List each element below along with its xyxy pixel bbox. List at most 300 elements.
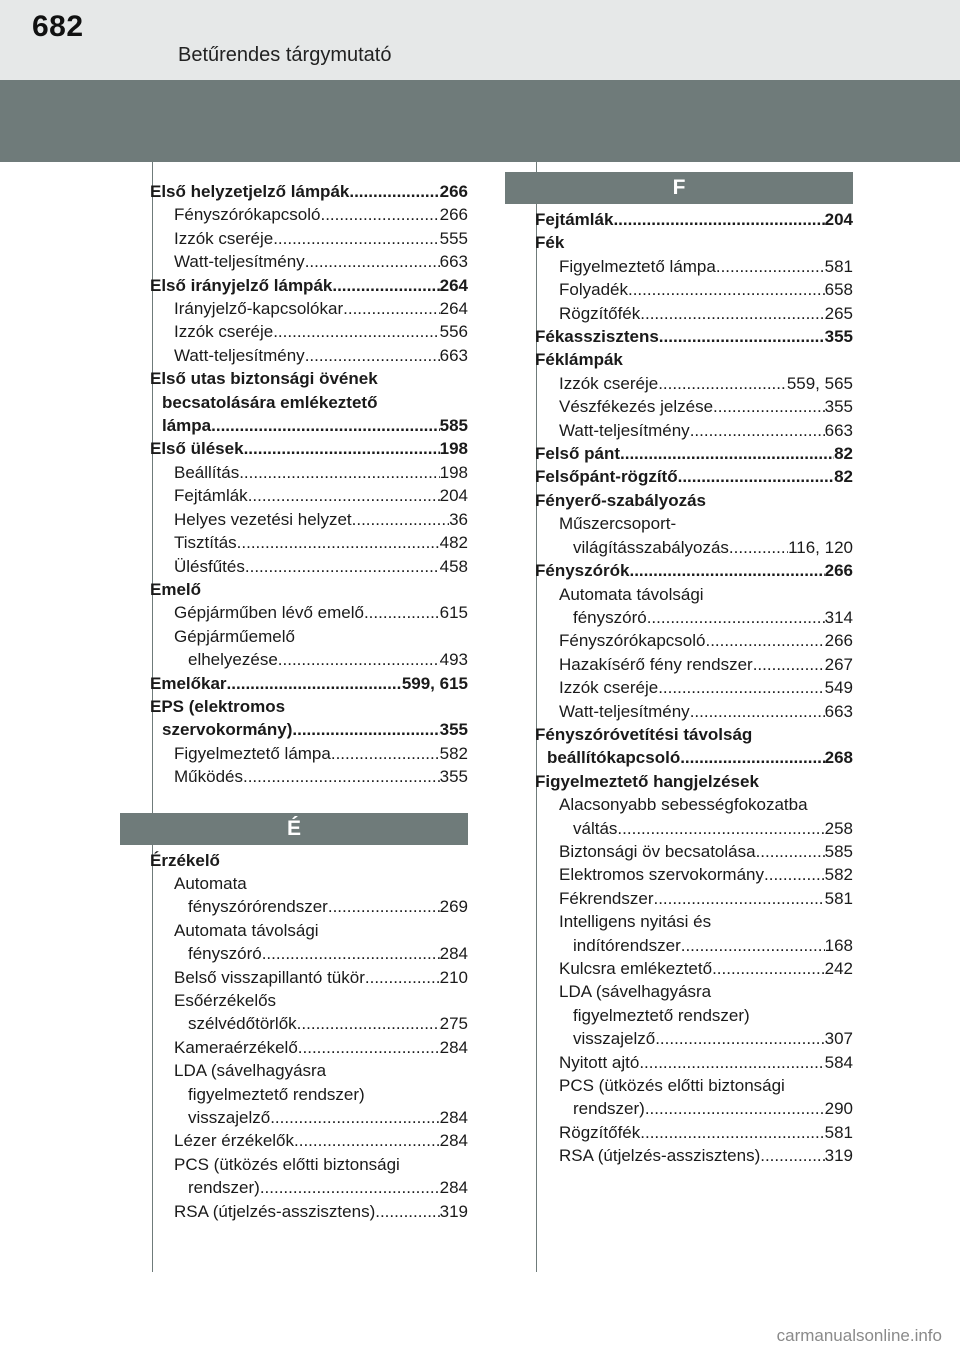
entry-page-ref: 82 bbox=[834, 467, 853, 487]
header-bar bbox=[0, 0, 960, 80]
index-entry bbox=[150, 367, 468, 437]
index-line bbox=[535, 723, 853, 746]
entry-page-ref: 284 bbox=[439, 1037, 468, 1057]
entry-label: Fejtámlák bbox=[535, 210, 614, 229]
entry-label: RSA (útjelzés-asszisztens) bbox=[559, 1146, 761, 1166]
entry-page-ref: 267 bbox=[824, 654, 853, 674]
index-line bbox=[150, 625, 468, 648]
dot-leader bbox=[705, 629, 824, 652]
index-entry bbox=[535, 1121, 853, 1144]
dot-leader bbox=[756, 840, 825, 863]
index-line bbox=[150, 1176, 468, 1199]
entry-page-ref: 198 bbox=[439, 439, 468, 459]
index-line bbox=[535, 278, 853, 301]
dot-leader bbox=[760, 1144, 824, 1167]
dot-leader bbox=[681, 934, 825, 957]
dot-leader bbox=[658, 372, 787, 395]
dot-leader bbox=[237, 531, 440, 554]
entry-page-ref: 168 bbox=[824, 935, 853, 955]
index-entry bbox=[535, 419, 853, 442]
index-line bbox=[535, 1144, 853, 1167]
entry-label: Működés bbox=[174, 767, 243, 787]
index-entry bbox=[535, 559, 853, 582]
index-line bbox=[535, 583, 853, 606]
index-line bbox=[150, 320, 468, 343]
entry-label: Féklámpák bbox=[535, 350, 623, 370]
entry-label: PCS (ütközés előtti biztonsági bbox=[174, 1154, 400, 1174]
index-line bbox=[150, 648, 468, 671]
index-entry bbox=[150, 695, 468, 742]
index-line bbox=[150, 274, 468, 297]
index-line bbox=[150, 250, 468, 273]
entry-label: Műszercsoport- bbox=[559, 514, 677, 534]
index-line bbox=[535, 231, 853, 254]
entry-label: visszajelző bbox=[573, 1029, 656, 1049]
dot-leader bbox=[647, 606, 825, 629]
index-entry bbox=[535, 887, 853, 910]
dot-leader bbox=[352, 508, 449, 531]
dot-leader bbox=[658, 676, 824, 699]
dot-leader bbox=[617, 817, 824, 840]
entry-label: Biztonsági öv becsatolása bbox=[559, 841, 756, 861]
dot-leader bbox=[244, 437, 440, 460]
entry-label: Watt-teljesítmény bbox=[174, 345, 305, 365]
index-line bbox=[535, 700, 853, 723]
entry-label: Esőérzékelős bbox=[174, 991, 277, 1010]
index-line bbox=[535, 863, 853, 886]
entry-page-ref: 355 bbox=[824, 327, 853, 347]
index-line bbox=[535, 1074, 853, 1097]
entry-label: Lézer érzékelők bbox=[174, 1131, 295, 1151]
entry-label: Első utas biztonsági övének bbox=[150, 369, 378, 389]
index-entry bbox=[150, 872, 468, 919]
index-line bbox=[150, 437, 468, 460]
entry-label: rendszer) bbox=[573, 1099, 645, 1119]
index-entry bbox=[150, 1129, 468, 1152]
index-entry bbox=[150, 672, 468, 695]
entry-label: Fényszórókapcsoló bbox=[559, 631, 706, 651]
entry-page-ref: 314 bbox=[824, 607, 853, 627]
index-line bbox=[150, 344, 468, 367]
entry-label: fényszóró bbox=[573, 607, 647, 627]
dot-leader bbox=[243, 765, 440, 788]
index-entry bbox=[535, 1051, 853, 1074]
entry-label: váltás bbox=[573, 818, 618, 838]
index-line bbox=[150, 1059, 468, 1082]
entry-label: Rögzítőfék bbox=[559, 1122, 641, 1142]
dot-leader bbox=[248, 484, 440, 507]
entry-page-ref: 242 bbox=[824, 959, 853, 978]
entry-label: Ülésfűtés bbox=[174, 556, 245, 576]
dot-leader bbox=[239, 461, 439, 484]
entry-label: világításszabályozás bbox=[573, 537, 729, 557]
index-line bbox=[150, 1106, 468, 1129]
index-line bbox=[150, 966, 468, 989]
entry-label: Első helyzetjelző lámpák bbox=[150, 182, 350, 201]
index-entry bbox=[535, 770, 853, 793]
index-line bbox=[150, 555, 468, 578]
dot-leader bbox=[659, 325, 825, 348]
entry-page-ref: 258 bbox=[824, 818, 853, 838]
index-line bbox=[150, 484, 468, 507]
dot-leader bbox=[645, 1097, 825, 1120]
index-entry bbox=[535, 957, 853, 980]
index-line bbox=[535, 887, 853, 910]
index-entry bbox=[535, 395, 853, 418]
entry-page-ref: 307 bbox=[824, 1029, 853, 1049]
dot-leader bbox=[211, 414, 439, 437]
index-entry bbox=[535, 700, 853, 723]
entry-page-ref: 663 bbox=[439, 252, 468, 272]
entry-label: Vészfékezés jelzése bbox=[559, 397, 714, 417]
index-entry bbox=[150, 919, 468, 966]
index-entry bbox=[150, 320, 468, 343]
entry-page-ref: 355 bbox=[824, 397, 853, 417]
index-line bbox=[535, 1097, 853, 1120]
index-entry bbox=[150, 555, 468, 578]
entry-label: Nyitott ajtó bbox=[559, 1052, 640, 1072]
index-line bbox=[535, 934, 853, 957]
entry-label: PCS (ütközés előtti biztonsági bbox=[559, 1076, 785, 1096]
index-entry bbox=[535, 348, 853, 371]
entry-page-ref: 585 bbox=[439, 416, 468, 436]
index-line bbox=[535, 395, 853, 418]
dot-leader bbox=[620, 442, 834, 465]
dot-leader bbox=[328, 895, 440, 918]
index-entry bbox=[150, 1153, 468, 1200]
index-line bbox=[535, 348, 853, 371]
dot-leader bbox=[294, 1129, 440, 1152]
dot-leader bbox=[655, 1027, 824, 1050]
index-entry bbox=[150, 625, 468, 672]
index-line bbox=[150, 1200, 468, 1223]
entry-page-ref: 559, 565 bbox=[786, 373, 853, 393]
entry-page-ref: 116, 120 bbox=[788, 537, 853, 557]
index-line bbox=[535, 255, 853, 278]
dot-leader bbox=[305, 250, 440, 273]
entry-page-ref: 355 bbox=[439, 767, 468, 787]
dot-leader bbox=[365, 966, 440, 989]
dot-leader bbox=[629, 559, 824, 582]
entry-page-ref: 582 bbox=[439, 743, 468, 763]
dot-leader bbox=[729, 536, 788, 559]
entry-label: figyelmeztető rendszer) bbox=[188, 1084, 365, 1104]
entry-label: beállítókapcsoló bbox=[547, 748, 681, 768]
entry-page-ref: 549 bbox=[824, 678, 853, 698]
entry-label: Fékrendszer bbox=[559, 888, 654, 908]
watermark: carmanualsonline.info bbox=[776, 1326, 942, 1345]
index-entry bbox=[535, 1074, 853, 1121]
index-line bbox=[535, 629, 853, 652]
index-entry bbox=[150, 180, 468, 203]
entry-label: Watt-teljesítmény bbox=[559, 701, 690, 721]
entry-page-ref: 663 bbox=[824, 420, 853, 440]
entry-label: Kameraérzékelő bbox=[174, 1037, 298, 1057]
entry-label: visszajelző bbox=[188, 1108, 271, 1128]
dot-leader bbox=[332, 274, 439, 297]
index-entry bbox=[535, 629, 853, 652]
index-entry bbox=[150, 461, 468, 484]
entry-label: Kulcsra emlékeztető bbox=[559, 959, 713, 978]
entry-label: Hazakísérő fény rendszer bbox=[559, 654, 753, 674]
entry-label: becsatolására emlékeztető bbox=[162, 392, 378, 412]
entry-page-ref: 581 bbox=[824, 1122, 853, 1142]
index-line bbox=[150, 601, 468, 624]
entry-page-ref: 585 bbox=[824, 841, 853, 861]
entry-label: Figyelmeztető lámpa bbox=[174, 743, 331, 763]
entry-label: Fékasszisztens bbox=[535, 327, 659, 347]
index-entry bbox=[150, 1059, 468, 1129]
index-line bbox=[535, 770, 853, 793]
index-line bbox=[150, 461, 468, 484]
entry-label: figyelmeztető rendszer) bbox=[573, 1005, 750, 1025]
index-entry bbox=[150, 437, 468, 460]
index-entry bbox=[535, 840, 853, 863]
entry-label: Gépjárműemelő bbox=[174, 626, 295, 646]
entry-page-ref: 582 bbox=[824, 865, 853, 885]
header-band bbox=[0, 80, 960, 162]
entry-label: Felsőpánt-rögzítő bbox=[535, 467, 678, 487]
index-entry bbox=[535, 489, 853, 512]
entry-label: Alacsonyabb sebességfokozatba bbox=[559, 795, 808, 815]
entry-page-ref: 482 bbox=[439, 533, 468, 553]
index-entry bbox=[535, 793, 853, 840]
entry-page-ref: 275 bbox=[439, 1014, 468, 1034]
index-line bbox=[535, 1004, 853, 1027]
entry-page-ref: 210 bbox=[439, 967, 468, 987]
entry-label: Beállítás bbox=[174, 462, 240, 482]
entry-page-ref: 284 bbox=[439, 1131, 468, 1151]
dot-leader bbox=[712, 957, 825, 980]
index-entry bbox=[150, 578, 468, 601]
entry-label: Első irányjelző lámpák bbox=[150, 275, 333, 295]
entry-label: Első ülések bbox=[150, 439, 244, 459]
dot-leader bbox=[292, 718, 439, 741]
index-line bbox=[150, 508, 468, 531]
entry-label: fényszórórendszer bbox=[188, 897, 328, 917]
entry-page-ref: 268 bbox=[824, 748, 853, 768]
index-entry bbox=[535, 723, 853, 770]
index-entry bbox=[150, 1036, 468, 1059]
entry-page-ref: 663 bbox=[439, 345, 468, 365]
entry-label: lámpa bbox=[162, 416, 212, 436]
entry-page-ref: 284 bbox=[439, 944, 468, 964]
entry-label: RSA (útjelzés-asszisztens) bbox=[174, 1201, 376, 1221]
index-line bbox=[535, 442, 853, 465]
entry-label: Felső pánt bbox=[535, 444, 621, 464]
index-line bbox=[150, 942, 468, 965]
index-line bbox=[150, 1083, 468, 1106]
dot-leader bbox=[753, 653, 825, 676]
index-column-right bbox=[535, 172, 853, 1168]
dot-leader bbox=[245, 555, 440, 578]
dot-leader bbox=[273, 227, 439, 250]
entry-label: Watt-teljesítmény bbox=[174, 252, 305, 272]
entry-label: Elektromos szervokormány bbox=[559, 865, 765, 885]
index-entry bbox=[535, 863, 853, 886]
dot-leader bbox=[364, 601, 440, 624]
index-entry bbox=[535, 372, 853, 395]
index-entry bbox=[150, 989, 468, 1036]
index-line bbox=[535, 1051, 853, 1074]
index-line bbox=[150, 718, 468, 741]
entry-label: elhelyezése bbox=[188, 650, 278, 670]
dot-leader bbox=[278, 648, 440, 671]
entry-page-ref: 204 bbox=[824, 210, 853, 229]
index-entry bbox=[535, 442, 853, 465]
index-line bbox=[535, 1027, 853, 1050]
index-entry bbox=[535, 676, 853, 699]
entry-page-ref: 266 bbox=[439, 205, 468, 225]
index-line bbox=[150, 742, 468, 765]
entry-label: Irányjelző-kapcsolókar bbox=[174, 299, 344, 319]
index-entry bbox=[535, 465, 853, 488]
index-line bbox=[150, 227, 468, 250]
entry-label: Folyadék bbox=[559, 280, 628, 300]
index-entry bbox=[150, 765, 468, 788]
entry-label: Izzók cseréje bbox=[174, 322, 274, 342]
dot-leader bbox=[639, 1051, 824, 1074]
index-line bbox=[535, 957, 853, 980]
index-line bbox=[150, 367, 468, 390]
dot-leader bbox=[764, 863, 825, 886]
entry-label: Fényszórók bbox=[535, 561, 630, 581]
entry-page-ref: 284 bbox=[439, 1178, 468, 1198]
index-line bbox=[535, 1121, 853, 1144]
index-line bbox=[535, 465, 853, 488]
index-entry bbox=[150, 508, 468, 531]
dot-leader bbox=[320, 203, 439, 226]
entry-page-ref: 265 bbox=[824, 303, 853, 323]
index-line bbox=[535, 817, 853, 840]
index-line bbox=[535, 512, 853, 535]
dot-leader bbox=[343, 297, 439, 320]
dot-leader bbox=[690, 419, 825, 442]
dot-leader bbox=[349, 180, 439, 203]
entry-label: Helyes vezetési helyzet bbox=[174, 509, 352, 529]
entry-label: Fejtámlák bbox=[174, 486, 248, 506]
entry-label: Fényszórókapcsoló bbox=[174, 205, 321, 225]
dot-leader bbox=[640, 1121, 824, 1144]
entry-label: Automata távolsági bbox=[559, 584, 704, 604]
entry-label: Izzók cseréje bbox=[559, 373, 659, 393]
entry-page-ref: 204 bbox=[439, 486, 468, 506]
index-line bbox=[535, 325, 853, 348]
entry-page-ref: 290 bbox=[824, 1099, 853, 1119]
index-entry bbox=[535, 583, 853, 630]
entry-page-ref: 284 bbox=[439, 1108, 468, 1128]
section-header-É: É bbox=[120, 813, 468, 845]
index-line bbox=[150, 1036, 468, 1059]
dot-leader bbox=[262, 942, 440, 965]
index-entry bbox=[535, 325, 853, 348]
dot-leader bbox=[270, 1106, 439, 1129]
entry-page-ref: 82 bbox=[834, 444, 853, 464]
section-header-F: F bbox=[505, 172, 853, 204]
entry-page-ref: 663 bbox=[824, 701, 853, 721]
dot-leader bbox=[680, 746, 824, 769]
entry-page-ref: 556 bbox=[439, 322, 468, 342]
index-line bbox=[535, 653, 853, 676]
index-line bbox=[535, 208, 853, 231]
index-line bbox=[535, 536, 853, 559]
dot-leader bbox=[298, 1036, 440, 1059]
entry-label: Tisztítás bbox=[174, 533, 237, 553]
entry-label: Rögzítőfék bbox=[559, 303, 641, 323]
entry-page-ref: 555 bbox=[439, 228, 468, 248]
dot-leader bbox=[653, 887, 824, 910]
index-line bbox=[535, 793, 853, 816]
index-line bbox=[150, 1153, 468, 1176]
entry-label: Watt-teljesítmény bbox=[559, 420, 690, 440]
index-line bbox=[535, 980, 853, 1003]
index-line bbox=[150, 919, 468, 942]
entry-label: Automata távolsági bbox=[174, 920, 319, 940]
dot-leader bbox=[613, 208, 824, 231]
index-line bbox=[150, 578, 468, 601]
entry-label: rendszer) bbox=[188, 1178, 260, 1198]
dot-leader bbox=[260, 1176, 440, 1199]
index-column-left bbox=[150, 180, 468, 1223]
dot-leader bbox=[640, 302, 824, 325]
entry-label: Figyelmeztető lámpa bbox=[559, 256, 716, 276]
entry-page-ref: 198 bbox=[439, 462, 468, 482]
entry-page-ref: 266 bbox=[439, 182, 468, 201]
index-line bbox=[535, 910, 853, 933]
index-line bbox=[535, 746, 853, 769]
entry-page-ref: 264 bbox=[439, 299, 468, 319]
entry-label: Emelő bbox=[150, 579, 202, 599]
entry-label: Automata bbox=[174, 873, 247, 893]
index-entry bbox=[150, 297, 468, 320]
entry-label: Figyelmeztető hangjelzések bbox=[535, 771, 759, 791]
entry-label: LDA (sávelhagyásra bbox=[559, 982, 712, 1002]
dot-leader bbox=[713, 395, 825, 418]
index-entry bbox=[150, 274, 468, 297]
index-entry bbox=[150, 250, 468, 273]
entry-page-ref: 581 bbox=[824, 888, 853, 908]
entry-label: Belső visszapillantó tükör bbox=[174, 967, 365, 987]
index-entry bbox=[535, 255, 853, 278]
entry-label: Érzékelő bbox=[150, 850, 220, 870]
entry-page-ref: 658 bbox=[824, 280, 853, 300]
entry-label: Fényerő-szabályozás bbox=[535, 490, 707, 510]
index-line bbox=[150, 895, 468, 918]
entry-label: szélvédőtörlők bbox=[188, 1014, 297, 1034]
entry-page-ref: 319 bbox=[824, 1146, 853, 1166]
dot-leader bbox=[628, 278, 825, 301]
index-entry bbox=[150, 344, 468, 367]
dot-leader bbox=[716, 255, 825, 278]
index-entry bbox=[535, 1144, 853, 1167]
index-entry bbox=[535, 980, 853, 1050]
page-number: 682 bbox=[32, 10, 84, 43]
index-entry bbox=[150, 849, 468, 872]
index-line bbox=[150, 1012, 468, 1035]
index-line bbox=[150, 391, 468, 414]
index-entry bbox=[150, 227, 468, 250]
index-entry bbox=[150, 531, 468, 554]
dot-leader bbox=[305, 344, 440, 367]
index-entry bbox=[535, 512, 853, 559]
index-entry bbox=[150, 742, 468, 765]
index-entry bbox=[150, 966, 468, 989]
index-line bbox=[150, 695, 468, 718]
index-entry bbox=[535, 302, 853, 325]
entry-label: Izzók cseréje bbox=[559, 678, 659, 698]
index-line bbox=[535, 372, 853, 395]
entry-label: szervokormány) bbox=[162, 720, 293, 740]
